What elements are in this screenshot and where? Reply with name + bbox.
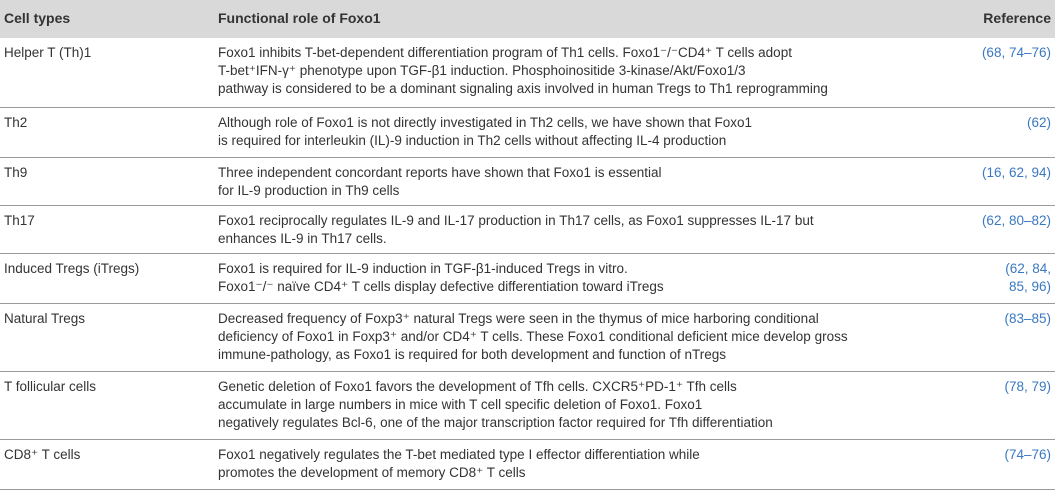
role-line: immune-pathology, as Foxo1 is required for both development and function of nTregs bbox=[218, 347, 727, 362]
functional-role-text bbox=[218, 310, 958, 364]
role-line: deficiency of Foxo1 in Foxp3⁺ and/or CD4⁺ T cells. These Foxo1 conditional deficient mice develop gross bbox=[218, 329, 848, 344]
role-line: Although role of Foxo1 is not directly investigated in Th2 cells, we have shown that Foxo1 bbox=[218, 115, 753, 130]
role-line: Foxo1 reciprocally regulates IL-9 and IL-17 production in Th17 cells, as Foxo1 suppresses IL-17 but bbox=[218, 213, 814, 228]
table-header bbox=[0, 0, 1055, 38]
role-line: Three independent concordant reports have shown that Foxo1 is essential bbox=[218, 165, 662, 180]
reference-link[interactable]: (62, 84, bbox=[1005, 261, 1051, 276]
cell-type: Th17 bbox=[4, 213, 35, 228]
role-line: negatively regulates Bcl-6, one of the major transcription factor required for Tfh differentiation bbox=[218, 415, 773, 430]
functional-role-text bbox=[218, 114, 958, 150]
header-cell-types: Cell types bbox=[4, 10, 71, 26]
header-functional-role: Functional role of Foxo1 bbox=[218, 10, 381, 26]
reference-cell[interactable] bbox=[961, 212, 1051, 230]
cell-type: Helper T (Th)1 bbox=[4, 45, 92, 60]
role-line: Foxo1 inhibits T-bet-dependent differentiation program of Th1 cells. Foxo1⁻/⁻CD4⁺ T cells adopt bbox=[218, 45, 792, 60]
reference-link[interactable]: (62, 80–82) bbox=[981, 213, 1051, 228]
reference-link[interactable]: 85, 96) bbox=[1008, 279, 1051, 294]
reference-cell[interactable] bbox=[961, 44, 1051, 62]
reference-link[interactable]: (78, 79) bbox=[1004, 379, 1051, 394]
cell-type: Th2 bbox=[4, 115, 28, 130]
row-divider bbox=[0, 489, 1055, 490]
functional-role-text bbox=[218, 446, 958, 482]
reference-cell[interactable] bbox=[961, 378, 1051, 396]
functional-role-text bbox=[218, 378, 958, 432]
table-row bbox=[0, 372, 1055, 440]
role-line: enhances IL-9 in Th17 cells. bbox=[218, 231, 387, 246]
functional-role-text bbox=[218, 260, 958, 296]
reference-cell[interactable] bbox=[961, 260, 1051, 296]
role-line: accumulate in large numbers in mice with T cell specific deletion of Foxo1. Foxo1 bbox=[218, 397, 703, 412]
cell-type: Natural Tregs bbox=[4, 311, 86, 326]
cell-type: T follicular cells bbox=[4, 379, 97, 394]
role-line: Foxo1⁻/⁻ naïve CD4⁺ T cells display defective differentiation toward iTregs bbox=[218, 279, 664, 294]
table-row bbox=[0, 304, 1055, 372]
functional-role-text bbox=[218, 212, 958, 248]
functional-role-text bbox=[218, 164, 958, 200]
table-row bbox=[0, 440, 1055, 490]
table-row bbox=[0, 254, 1055, 304]
role-line: pathway is considered to be a dominant signaling axis involved in human Tregs to Th1 reprogramming bbox=[218, 81, 828, 96]
header-reference: Reference bbox=[983, 10, 1051, 26]
table-row bbox=[0, 158, 1055, 206]
role-line: is required for interleukin (IL)-9 induction in Th2 cells without affecting IL-4 production bbox=[218, 133, 727, 148]
role-line: Foxo1 negatively regulates the T-bet mediated type I effector differentiation while bbox=[218, 447, 700, 462]
role-line: Foxo1 is required for IL-9 induction in TGF-β1-induced Tregs in vitro. bbox=[218, 261, 628, 276]
reference-cell[interactable] bbox=[961, 310, 1051, 328]
table-row bbox=[0, 108, 1055, 158]
reference-link[interactable]: (62) bbox=[1026, 115, 1051, 130]
cell-type: CD8⁺ T cells bbox=[4, 447, 81, 462]
cell-type: Induced Tregs (iTregs) bbox=[4, 261, 140, 276]
reference-cell[interactable] bbox=[961, 446, 1051, 464]
reference-link[interactable]: (16, 62, 94) bbox=[981, 165, 1051, 180]
table-row bbox=[0, 206, 1055, 254]
reference-link[interactable]: (83–85) bbox=[1004, 311, 1051, 326]
role-line: T-bet⁺IFN-γ⁺ phenotype upon TGF-β1 induction. Phosphoinositide 3-kinase/Akt/Foxo1/3 bbox=[218, 63, 746, 78]
reference-link[interactable]: (68, 74–76) bbox=[981, 45, 1051, 60]
role-line: Genetic deletion of Foxo1 favors the development of Tfh cells. CXCR5⁺PD-1⁺ Tfh cells bbox=[218, 379, 737, 394]
reference-link[interactable]: (74–76) bbox=[1004, 447, 1051, 462]
table-row bbox=[0, 38, 1055, 108]
reference-cell[interactable] bbox=[961, 114, 1051, 132]
role-line: Decreased frequency of Foxp3⁺ natural Tregs were seen in the thymus of mice harboring conditional bbox=[218, 311, 819, 326]
reference-cell[interactable] bbox=[961, 164, 1051, 182]
role-line: promotes the development of memory CD8⁺ T cells bbox=[218, 465, 526, 480]
functional-role-text bbox=[218, 44, 958, 98]
cell-type: Th9 bbox=[4, 165, 28, 180]
role-line: for IL-9 production in Th9 cells bbox=[218, 183, 400, 198]
